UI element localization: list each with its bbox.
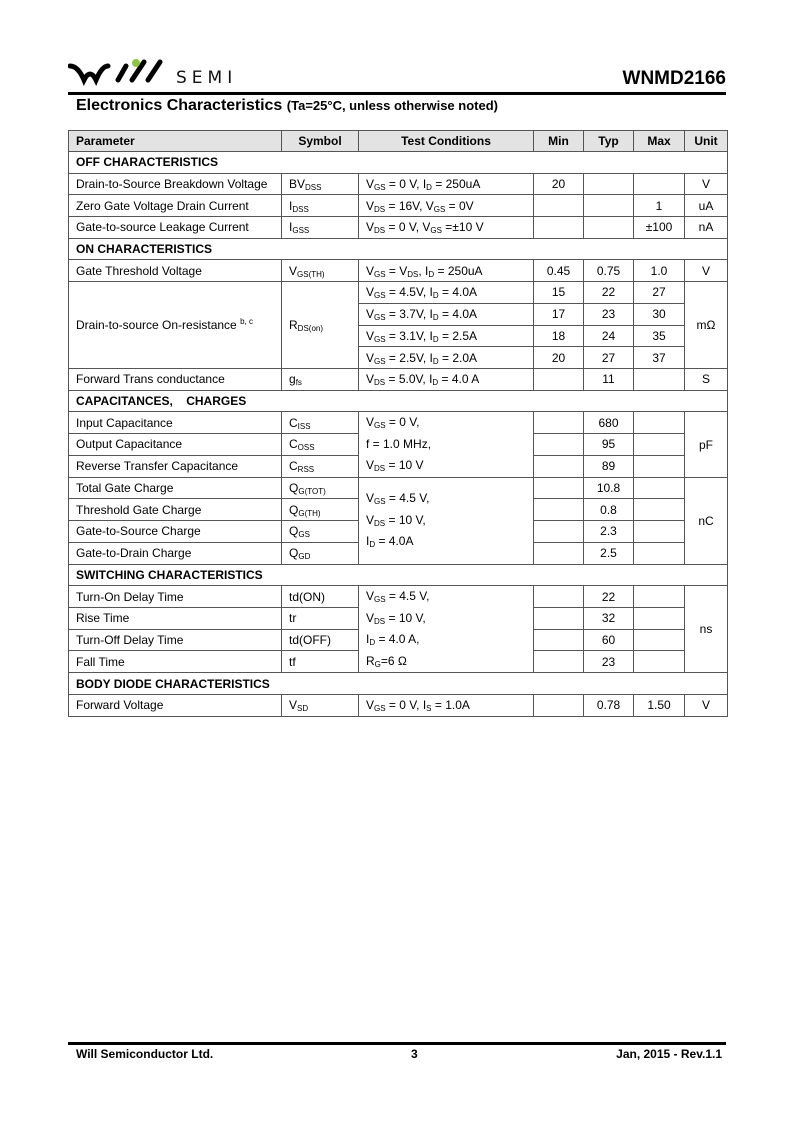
condition-cell: $V_{GS} = 3.1V$, $I_D = 2.5A$ (359, 325, 534, 347)
min-cell (534, 694, 584, 716)
param-cell: Turn-Off Delay Time (69, 629, 282, 651)
min-cell (534, 542, 584, 564)
footer-page-number: 3 (411, 1047, 418, 1061)
param-cell: Turn-On Delay Time (69, 586, 282, 608)
section-row-off (69, 152, 728, 174)
col-max: Max (634, 131, 685, 152)
typ-cell (584, 217, 634, 239)
max-cell (634, 651, 685, 673)
param-cell: Forward Trans conductance (69, 368, 282, 390)
symbol-cell: $C_{ISS}$ (282, 412, 359, 434)
part-number: WNMD2166 (622, 68, 726, 89)
unit-cell: S (685, 368, 728, 390)
typ-cell: 60 (584, 629, 634, 651)
table-row (69, 694, 728, 716)
col-symbol: Symbol (282, 131, 359, 152)
min-cell (534, 412, 584, 434)
table-row (69, 282, 728, 304)
section-row-switching (69, 564, 728, 586)
max-cell (634, 455, 685, 477)
table-row (69, 173, 728, 195)
symbol-cell: $C_{OSS}$ (282, 434, 359, 456)
condition-cell: $V_{GS} = 0$ V, $I_D = 250uA$ (359, 173, 534, 195)
header-divider (68, 92, 726, 95)
unit-cell: nA (685, 217, 728, 239)
table-row (69, 217, 728, 239)
min-cell (534, 521, 584, 543)
table-row (69, 477, 728, 499)
param-cell: Forward Voltage (69, 694, 282, 716)
symbol-cell: $Q_{GS}$ (282, 521, 359, 543)
max-cell: 30 (634, 303, 685, 325)
max-cell (634, 434, 685, 456)
typ-cell: 10.8 (584, 477, 634, 499)
typ-cell: 22 (584, 586, 634, 608)
max-cell (634, 368, 685, 390)
min-cell: 20 (534, 173, 584, 195)
unit-cell: uA (685, 195, 728, 217)
typ-cell: 2.5 (584, 542, 634, 564)
symbol-cell: td(ON) (282, 586, 359, 608)
min-cell: 20 (534, 347, 584, 369)
param-cell: Gate-to-Drain Charge (69, 542, 282, 564)
symbol-cell: $C_{RSS}$ (282, 455, 359, 477)
table-row (69, 260, 728, 282)
max-cell: ±100 (634, 217, 685, 239)
col-parameter: Parameter (69, 131, 282, 152)
max-cell (634, 629, 685, 651)
typ-cell (584, 173, 634, 195)
unit-cell: nC (685, 477, 728, 564)
min-cell (534, 607, 584, 629)
typ-cell: 0.75 (584, 260, 634, 282)
symbol-cell: $g_{fs}$ (282, 368, 359, 390)
unit-cell: V (685, 694, 728, 716)
symbol-cell: $V_{GS(TH)}$ (282, 260, 359, 282)
max-cell: 37 (634, 347, 685, 369)
unit-cell: V (685, 173, 728, 195)
param-cell: Threshold Gate Charge (69, 499, 282, 521)
symbol-cell: $I_{DSS}$ (282, 195, 359, 217)
symbol-cell: $Q_{GD}$ (282, 542, 359, 564)
max-cell: 27 (634, 282, 685, 304)
condition-cell: $V_{DS} = 16V$, $V_{GS} = 0V$ (359, 195, 534, 217)
min-cell: 15 (534, 282, 584, 304)
typ-cell: 11 (584, 368, 634, 390)
symbol-cell: $I_{GSS}$ (282, 217, 359, 239)
min-cell (534, 368, 584, 390)
min-cell: 18 (534, 325, 584, 347)
section-label: BODY DIODE CHARACTERISTICS (69, 673, 728, 695)
will-logo-mark (68, 58, 168, 90)
unit-cell: pF (685, 412, 728, 478)
symbol-cell: $V_{SD}$ (282, 694, 359, 716)
col-typ: Typ (584, 131, 634, 152)
max-cell (634, 173, 685, 195)
param-cell: Input Capacitance (69, 412, 282, 434)
typ-cell: 22 (584, 282, 634, 304)
table-header-row (69, 131, 728, 152)
min-cell: 17 (534, 303, 584, 325)
company-logo (68, 56, 258, 92)
condition-cell: $V_{GS} = 3.7V$, $I_D = 4.0A$ (359, 303, 534, 325)
symbol-cell: $R_{DS(on)}$ (282, 282, 359, 369)
typ-cell: 23 (584, 651, 634, 673)
max-cell (634, 586, 685, 608)
param-cell: Output Capacitance (69, 434, 282, 456)
condition-cell: $V_{GS} = 4.5$ V, $V_{DS} = 10$ V, $I_D = 4.0A$ (359, 477, 534, 564)
section-condition: (Ta=25°C, unless otherwise noted) (286, 98, 498, 113)
condition-cell: $V_{GS} = 2.5V$, $I_D = 2.0A$ (359, 347, 534, 369)
max-cell (634, 607, 685, 629)
typ-cell: 95 (584, 434, 634, 456)
col-test-conditions: Test Conditions (359, 131, 534, 152)
col-min: Min (534, 131, 584, 152)
section-label: ON CHARACTERISTICS (69, 238, 728, 260)
symbol-cell: $Q_{G(TOT)}$ (282, 477, 359, 499)
max-cell (634, 477, 685, 499)
symbol-cell: $BV_{DSS}$ (282, 173, 359, 195)
param-cell: Gate Threshold Voltage (69, 260, 282, 282)
param-cell: Gate-to-Source Charge (69, 521, 282, 543)
typ-cell: 24 (584, 325, 634, 347)
footer-divider (68, 1042, 726, 1045)
param-cell: Zero Gate Voltage Drain Current (69, 195, 282, 217)
max-cell (634, 412, 685, 434)
table-row (69, 368, 728, 390)
section-row-capacitance (69, 390, 728, 412)
min-cell (534, 499, 584, 521)
min-cell (534, 434, 584, 456)
symbol-cell: tr (282, 607, 359, 629)
page-header (68, 56, 726, 96)
section-row-body-diode (69, 673, 728, 695)
section-label: OFF CHARACTERISTICS (69, 152, 728, 174)
table-row (69, 586, 728, 608)
min-cell (534, 195, 584, 217)
symbol-cell: td(OFF) (282, 629, 359, 651)
typ-cell (584, 195, 634, 217)
logo-text: SEMI (176, 68, 238, 88)
max-cell: 35 (634, 325, 685, 347)
typ-cell: 23 (584, 303, 634, 325)
typ-cell: 27 (584, 347, 634, 369)
characteristics-table (68, 130, 728, 717)
param-cell: Gate-to-source Leakage Current (69, 217, 282, 239)
col-unit: Unit (685, 131, 728, 152)
min-cell (534, 586, 584, 608)
param-cell: Total Gate Charge (69, 477, 282, 499)
unit-cell: ns (685, 586, 728, 673)
max-cell: 1.0 (634, 260, 685, 282)
unit-cell: V (685, 260, 728, 282)
max-cell: 1 (634, 195, 685, 217)
min-cell (534, 477, 584, 499)
param-cell: Fall Time (69, 651, 282, 673)
section-row-on (69, 238, 728, 260)
param-cell: Drain-to-Source Breakdown Voltage (69, 173, 282, 195)
condition-cell: $V_{GS} = V_{DS}$, $I_D = 250uA$ (359, 260, 534, 282)
max-cell (634, 499, 685, 521)
param-cell: Drain-to-source On-resistance $^{b, c}$ (69, 282, 282, 369)
footer-company: Will Semiconductor Ltd. (76, 1047, 214, 1061)
typ-cell: 32 (584, 607, 634, 629)
condition-cell: $V_{DS} = 5.0V$, $I_D = 4.0$ A (359, 368, 534, 390)
section-label: CAPACITANCES, CHARGES (69, 390, 728, 412)
section-title (76, 97, 498, 115)
typ-cell: 89 (584, 455, 634, 477)
unit-cell: mΩ (685, 282, 728, 369)
param-cell: Rise Time (69, 607, 282, 629)
symbol-cell: $Q_{G(TH)}$ (282, 499, 359, 521)
max-cell: 1.50 (634, 694, 685, 716)
typ-cell: 2.3 (584, 521, 634, 543)
table-row (69, 195, 728, 217)
min-cell (534, 217, 584, 239)
min-cell (534, 455, 584, 477)
min-cell (534, 629, 584, 651)
max-cell (634, 542, 685, 564)
min-cell: 0.45 (534, 260, 584, 282)
param-cell: Reverse Transfer Capacitance (69, 455, 282, 477)
condition-cell: $V_{GS} = 4.5V$, $I_D = 4.0A$ (359, 282, 534, 304)
typ-cell: 0.78 (584, 694, 634, 716)
section-label: SWITCHING CHARACTERISTICS (69, 564, 728, 586)
condition-cell: $V_{GS} = 0$ V, f = 1.0 MHz, $V_{DS} = 10$ V (359, 412, 534, 478)
condition-cell: $V_{GS} = 4.5$ V, $V_{DS} = 10$ V, $I_D = 4.0$ A, $R_G=6$ Ω (359, 586, 534, 673)
max-cell (634, 521, 685, 543)
min-cell (534, 651, 584, 673)
typ-cell: 0.8 (584, 499, 634, 521)
section-title-text: Electronics Characteristics (76, 97, 283, 114)
typ-cell: 680 (584, 412, 634, 434)
symbol-cell: tf (282, 651, 359, 673)
footer-date-revision: Jan, 2015 - Rev.1.1 (616, 1047, 722, 1061)
condition-cell: $V_{GS} = 0$ V, $I_S = 1.0A$ (359, 694, 534, 716)
condition-cell: $V_{DS} = 0$ V, $V_{GS} =\pm 10$ V (359, 217, 534, 239)
table-row (69, 412, 728, 434)
